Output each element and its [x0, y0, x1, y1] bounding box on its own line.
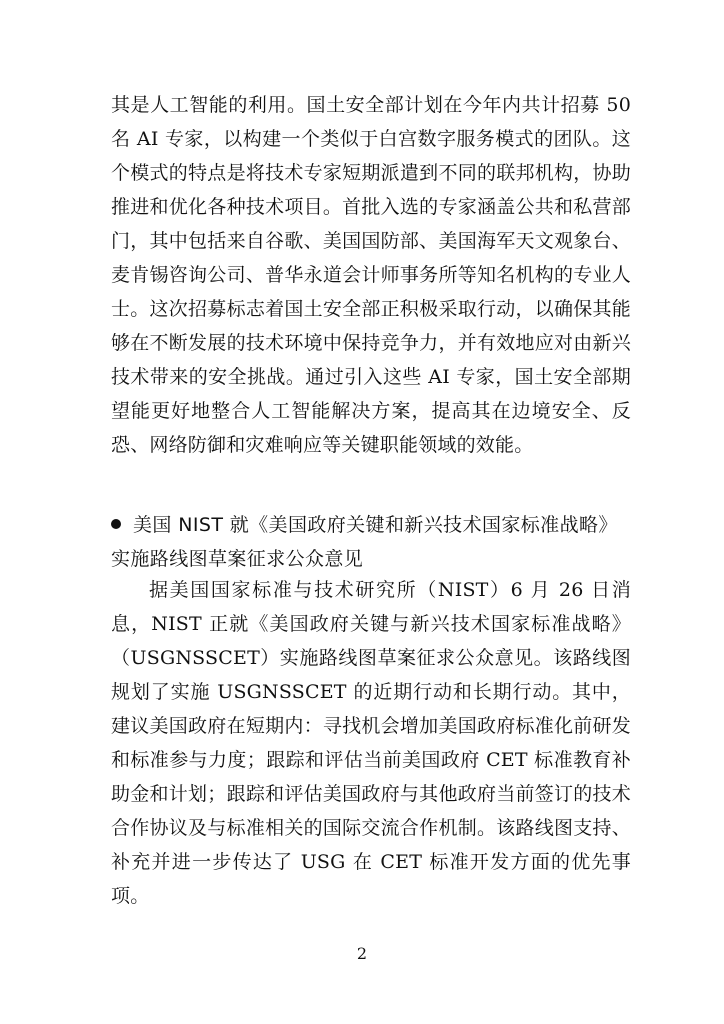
page-number: 2 — [356, 944, 368, 963]
bullet-icon — [111, 519, 121, 529]
body-paragraph-2: 据美国国家标准与技术研究所（NIST）6 月 26 日消息，NIST 正就《美国政府关键与新兴技术国家标准战略》（USGNSSCET）实施路线图草案征求公众意见。该路线图规划了实施 USGNSSCET 的近期行动和长期行动。其中，建议美国政府在短期内：寻找机会增加美国政府标准化前研发和标准参与力度；跟踪和评估当前美国政府 CET 标准教育补助金和计划；跟踪和评估美国政府与其他政府当前签订的技术合作协议及与标准相关的国际交流合作机制。该路线图支持、补充并进一步传达了 USG 在 CET 标准开发方面的优先事项。 — [111, 579, 631, 907]
section-heading — [111, 508, 631, 576]
section-heading-text: 美国 NIST 就《美国政府关键和新兴技术国家标准战略》实施路线图草案征求公众意见 — [111, 514, 618, 570]
body-paragraph-1: 其是人工智能的利用。国土安全部计划在今年内共计招募 50 名 AI 专家，以构建一个类似于白宫数字服务模式的团队。这个模式的特点是将技术专家短期派遣到不同的联邦机构，协助推进和优化各种技术项目。首批入选的专家涵盖公共和私营部门，其中包括来自谷歌、美国国防部、美国海军天文观象台、麦肯锡咨询公司、普华永道会计师事务所等知名机构的专业人士。这次招募标志着国土安全部正积极采取行动，以确保其能够在不断发展的技术环境中保持竞争力，并有效地应对由新兴技术带来的安全挑战。通过引入这些 AI 专家，国土安全部期望能更好地整合人工智能解决方案，提高其在边境安全、反恐、网络防御和灾难响应等关键职能领域的效能。 — [111, 94, 631, 456]
